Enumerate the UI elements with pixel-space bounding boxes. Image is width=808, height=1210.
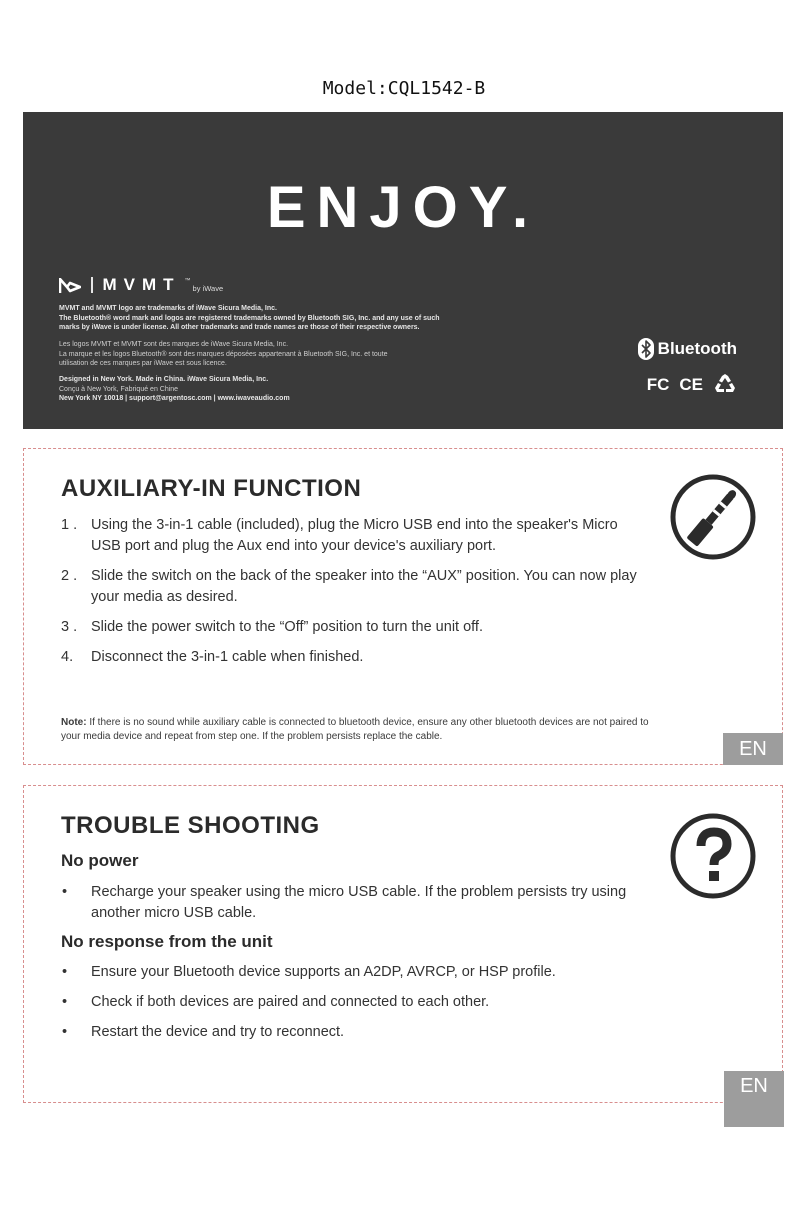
legal-line: The Bluetooth® word mark and logos are registered trademarks owned by Bluetooth SIG, Inc. and any use of such xyxy=(59,314,440,322)
brand-by: by iWave xyxy=(192,284,224,293)
bluetooth-icon xyxy=(638,338,654,360)
headline: ENJOY. xyxy=(266,175,540,240)
legal-line: La marque et les logos Bluetooth® sont des marques déposées appartenant à Bluetooth SIG, Inc. et toute xyxy=(59,350,388,358)
fcc-mark: FC xyxy=(646,375,670,394)
legal-line: MVMT and MVMT logo are trademarks of iWave Sicura Media, Inc. xyxy=(59,305,277,312)
trouble-panel xyxy=(23,785,783,1103)
legal-french xyxy=(59,340,539,369)
aux-panel xyxy=(23,448,783,765)
aux-steps xyxy=(61,515,651,677)
legal-line: utilisation de ces marques par iWave est sous licence. xyxy=(59,360,227,367)
list-item: • Recharge your speaker using the micro USB cable. If the problem persists try using another micro USB cable. xyxy=(62,884,627,921)
no-power-list xyxy=(61,882,651,933)
no-response-list xyxy=(61,962,651,1052)
bluetooth-logo xyxy=(638,338,737,360)
list-item: • Restart the device and try to reconnect. xyxy=(62,1024,345,1040)
origin-info xyxy=(59,375,539,404)
mvmt-logo-icon xyxy=(59,278,81,294)
brand-tm: ™ xyxy=(184,278,191,284)
contact-line: New York NY 10018 | support@argentosc.com | www.iwaveaudio.com xyxy=(59,395,290,402)
brand-divider xyxy=(91,277,93,293)
question-mark-icon xyxy=(670,813,756,899)
certification-marks xyxy=(647,374,737,396)
no-response-heading: No response from the unit xyxy=(61,932,273,951)
aux-title: AUXILIARY-IN FUNCTION xyxy=(61,475,362,502)
legal-line: marks by iWave is under license. All other trademarks and trade names are those of their respective owners. xyxy=(59,324,420,331)
trouble-title: TROUBLE SHOOTING xyxy=(61,812,320,839)
audio-jack-icon xyxy=(670,474,756,560)
brand-name: MVMT xyxy=(102,275,181,294)
bluetooth-text: Bluetooth xyxy=(657,339,737,358)
language-tag: EN xyxy=(724,1071,784,1127)
list-item: 4. Disconnect the 3-in-1 cable when finished. xyxy=(61,649,364,665)
list-item: • Ensure your Bluetooth device supports an A2DP, AVRCP, or HSP profile. xyxy=(62,964,556,980)
list-item: 3 . Slide the power switch to the “Off” position to turn the unit off. xyxy=(61,619,483,635)
brand-logo xyxy=(59,276,223,294)
no-power-heading: No power xyxy=(61,851,139,870)
ce-mark: CE xyxy=(679,375,703,394)
recycle-icon xyxy=(713,374,737,396)
list-item: 2 . Slide the switch on the back of the speaker into the “AUX” position. You can now play your media as desired. xyxy=(61,568,637,605)
legal-english xyxy=(59,304,539,333)
list-item: 1 . Using the 3-in-1 cable (included), plug the Micro USB end into the speaker's Micro USB port and plug the Aux end into your device's auxiliary port. xyxy=(61,517,618,554)
aux-note xyxy=(61,716,651,744)
legal-line: Les logos MVMT et MVMT sont des marques de iWave Sicura Media, Inc. xyxy=(59,341,289,348)
origin-line: Designed in New York. Made in China. iWave Sicura Media, Inc. xyxy=(59,376,269,383)
model-number: Model:CQL1542-B xyxy=(322,78,486,99)
note-text: If there is no sound while auxiliary cable is connected to bluetooth device, ensure any other bluetooth devices are not paired to your media device and repeat from step one. If the problem persists replace the cable. xyxy=(61,717,649,742)
cover-card xyxy=(23,112,783,429)
list-item: • Check if both devices are paired and connected to each other. xyxy=(62,994,490,1010)
language-tag: EN xyxy=(723,733,783,765)
origin-french: Conçu à New York, Fabriqué en Chine xyxy=(59,385,179,393)
note-label: Note: xyxy=(61,717,87,728)
